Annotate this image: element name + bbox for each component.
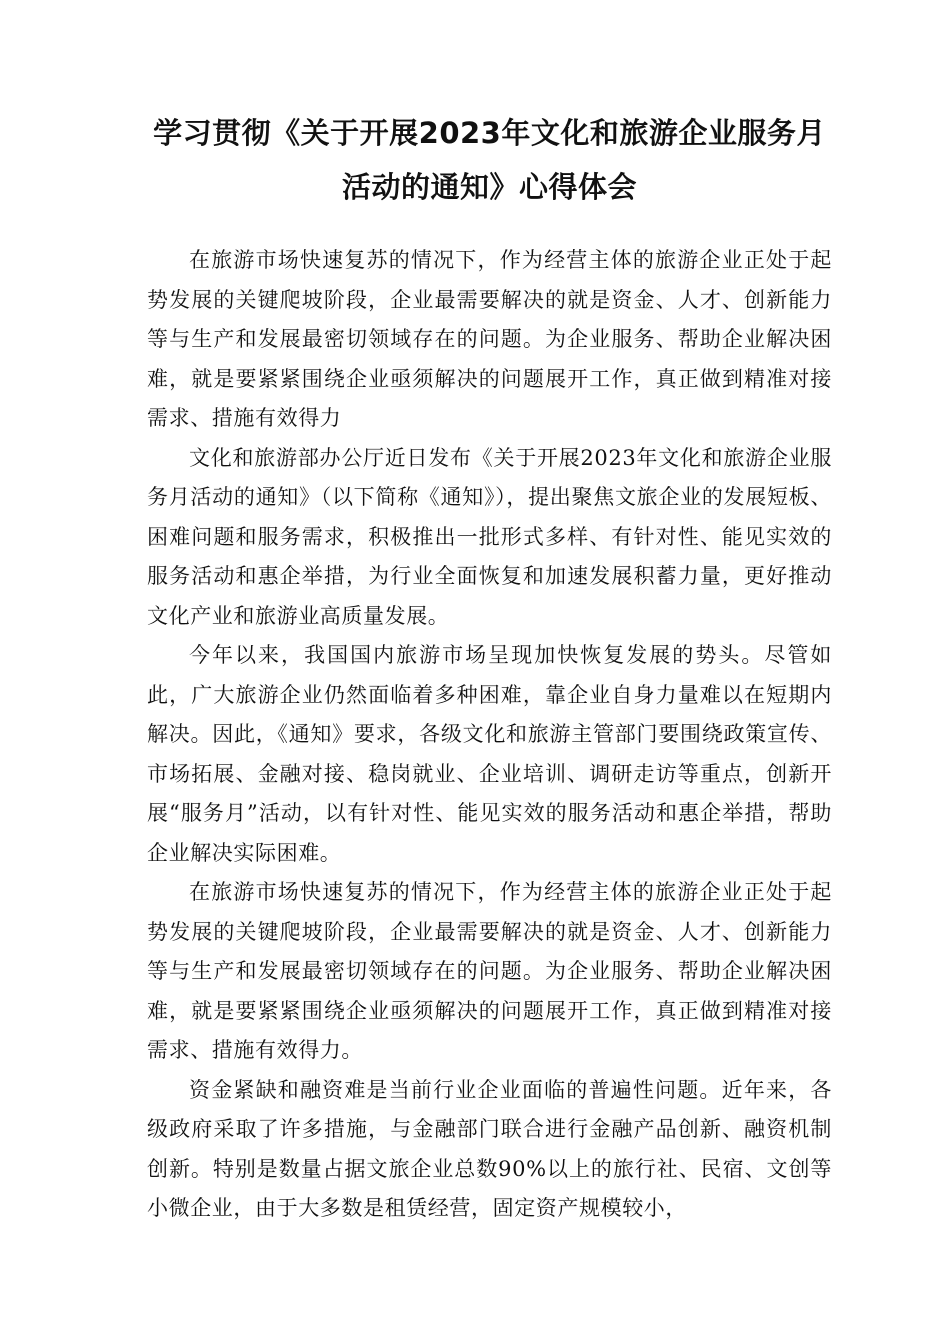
document-title-line-1: 学习贯彻《关于开展2023年文化和旅游企业服务月 [153,116,826,150]
document-title-line-2: 活动的通知》心得体会 [341,170,637,204]
document-body [147,241,832,1229]
paragraph-2: 文化和旅游部办公厅近日发布《关于开展2023年文化和旅游企业服务月活动的通知》（以下简称《通知》），提出聚焦文旅企业的发展短板、困难问题和服务需求，积极推出一批形式多样、有针对性、能见实效的服务活动和惠企举措，为行业全面恢复和加速发展积蓄力量，更好推动文化产业和旅游业高质量发展。 [147,445,832,628]
paragraph-5: 资金紧缺和融资难是当前行业企业面临的普遍性问题。近年来，各级政府采取了许多措施，与金融部门联合进行金融产品创新、融资机制创新。特别是数量占据文旅企业总数90%以上的旅行社、民宿、文创等小微企业，由于大多数是租赁经营，固定资产规模较小， [147,1077,832,1220]
paragraph-4: 在旅游市场快速复苏的情况下，作为经营主体的旅游企业正处于起势发展的关键爬坡阶段，企业最需要解决的就是资金、人才、创新能力等与生产和发展最密切领域存在的问题。为企业服务、帮助企业解决困难，就是要紧紧围绕企业亟须解决的问题展开工作，真正做到精准对接需求、措施有效得力。 [147,880,832,1062]
document-title [107,106,872,214]
paragraph-1: 在旅游市场快速复苏的情况下，作为经营主体的旅游企业正处于起势发展的关键爬坡阶段，企业最需要解决的就是资金、人才、创新能力等与生产和发展最密切领域存在的问题。为企业服务、帮助企业解决困难，就是要紧紧围绕企业亟须解决的问题展开工作，真正做到精准对接需求、措施有效得力 [147,248,832,430]
paragraph-3: 今年以来，我国国内旅游市场呈现加快恢复发展的势头。尽管如此，广大旅游企业仍然面临着多种困难，靠企业自身力量难以在短期内解决。因此，《通知》要求，各级文化和旅游主管部门要围绕政策宣传、市场拓展、金融对接、稳岗就业、企业培训、调研走访等重点，创新开展“服务月”活动，以有针对性、能见实效的服务活动和惠企举措，帮助企业解决实际困难。 [147,643,832,865]
